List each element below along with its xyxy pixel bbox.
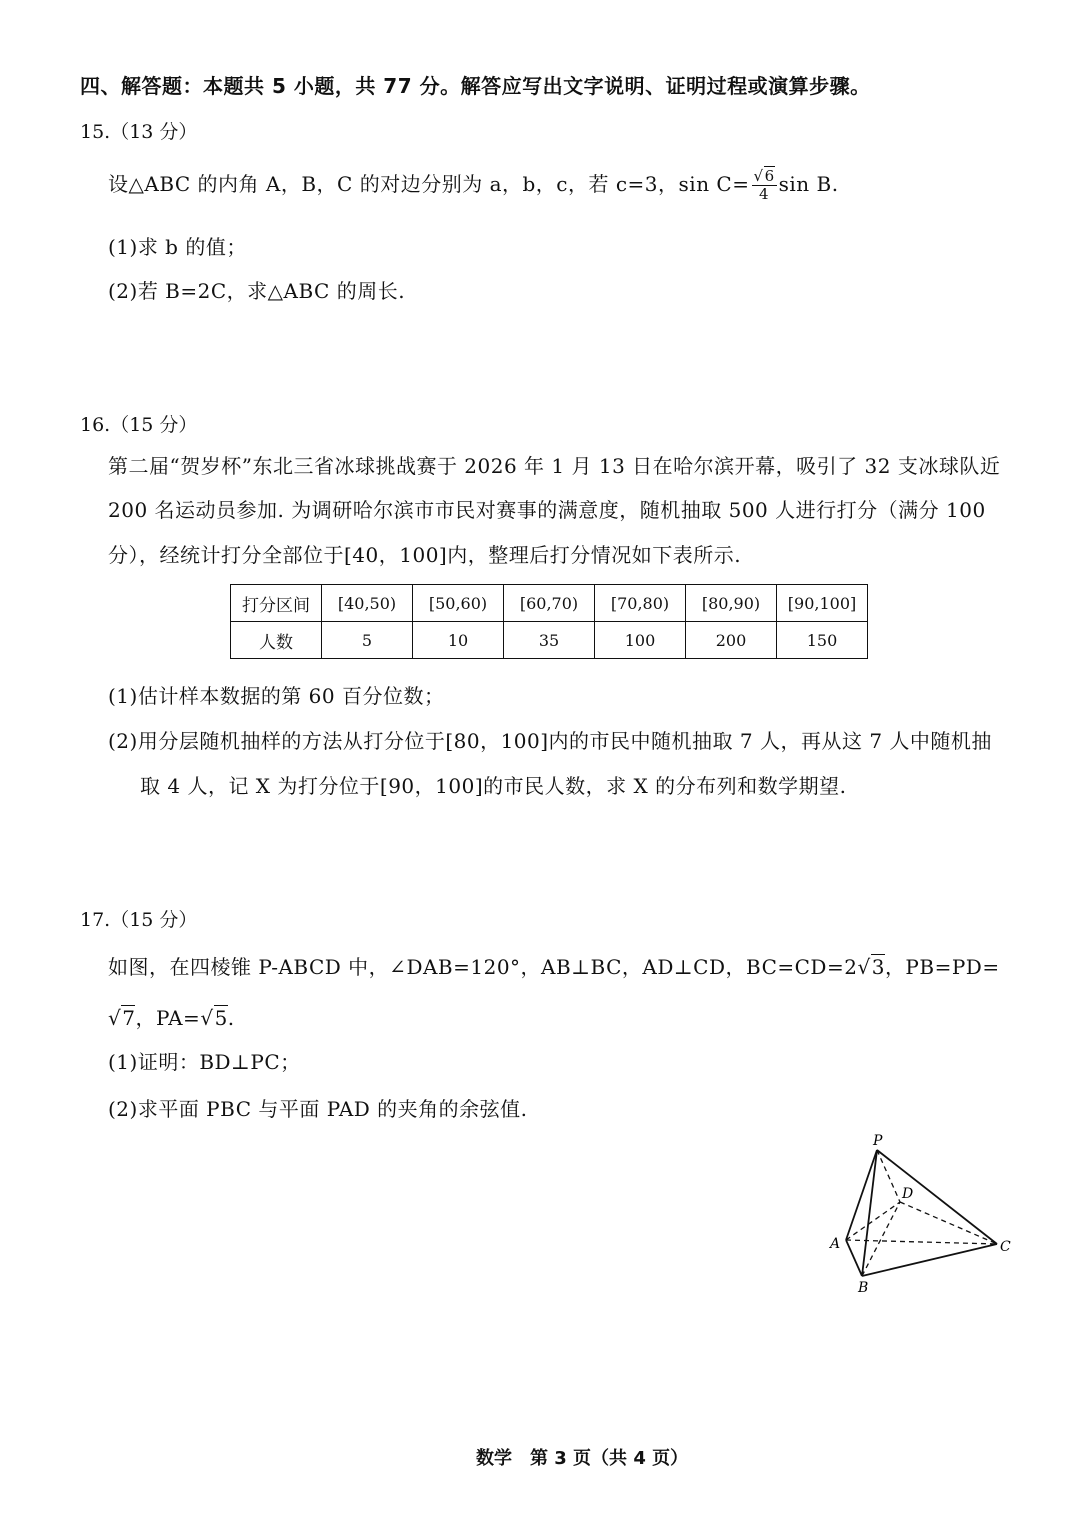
q16-number: 16.（15 分） (80, 414, 198, 436)
page-footer: 数学 第 3 页（共 4 页） (476, 1448, 689, 1469)
table-count: 10 (413, 622, 504, 659)
label-P: P (873, 1133, 883, 1149)
edge-BD (862, 1202, 900, 1276)
q16-line2: 200 名运动员参加. 为调研哈尔滨市市民对赛事的满意度，随机抽取 500 人进行打分（满分 100 (108, 498, 986, 522)
q17-line1 (108, 951, 1000, 980)
table-row2-label: 人数 (231, 622, 322, 659)
section-header: 四、解答题：本题共 5 小题，共 77 分。解答应写出文字说明、证明过程或演算步骤。 (80, 74, 871, 98)
q16-part2-line1: (2)用分层随机抽样的方法从打分位于[80，100]内的市民中随机抽取 7 人，再从这 7 人中随机抽 (108, 729, 992, 753)
q15-fraction: $\frac{√6}{4}$ (753, 167, 775, 203)
label-D: D (902, 1186, 914, 1202)
sqrt-5: √5 (200, 1006, 228, 1030)
table-count: 100 (595, 622, 686, 659)
q15-stem-b: sin B. (778, 172, 839, 196)
label-B: B (858, 1280, 869, 1296)
score-table-count-row (231, 622, 868, 659)
q17-part1: (1)证明：BD⊥PC； (108, 1050, 301, 1074)
edge-BC (862, 1244, 997, 1276)
sqrt-7: √7 (108, 1006, 136, 1030)
q17-part2: (2)求平面 PBC 与平面 PAD 的夹角的余弦值. (108, 1097, 528, 1121)
q16-line1: 第二届“贺岁杯”东北三省冰球挑战赛于 2026 年 1 月 13 日在哈尔滨开幕，吸引了 32 支冰球队近 (108, 454, 1001, 478)
edge-DC (900, 1202, 997, 1244)
table-interval: [60,70) (504, 585, 595, 622)
q15-stem (108, 168, 839, 202)
edge-AC (846, 1240, 997, 1244)
q17-number: 17.（15 分） (80, 909, 198, 931)
table-interval: [40,50) (322, 585, 413, 622)
score-table-interval-row (231, 585, 868, 622)
q17-line1-a: 如图，在四棱锥 P-ABCD 中，∠DAB=120°，AB⊥BC，AD⊥CD，BC=CD=2 (108, 955, 858, 979)
edge-AD (846, 1202, 900, 1240)
q16-line3: 分），经统计打分全部位于[40，100]内，整理后打分情况如下表所示. (108, 543, 742, 567)
table-interval: [90,100] (777, 585, 868, 622)
q17-line2 (108, 1002, 235, 1031)
edge-PC (877, 1150, 997, 1244)
sqrt-3: √3 (857, 955, 885, 979)
pyramid-figure (820, 1128, 1020, 1298)
score-table (230, 584, 868, 659)
q15-part1: (1)求 b 的值； (108, 235, 247, 259)
table-interval: [70,80) (595, 585, 686, 622)
edge-PD (877, 1150, 900, 1202)
q16-part2-line2: 取 4 人，记 X 为打分位于[90，100]的市民人数，求 X 的分布列和数学期望. (140, 774, 847, 798)
table-count: 150 (777, 622, 868, 659)
edge-AB (846, 1240, 862, 1276)
table-interval: [80,90) (686, 585, 777, 622)
q15-frac-num: 6 (764, 167, 775, 185)
table-count: 200 (686, 622, 777, 659)
q17-line1-b: ，PB=PD= (884, 955, 1000, 979)
q15-stem-a: 设△ABC 的内角 A，B，C 的对边分别为 a，b，c，若 c=3，sin C= (108, 172, 750, 196)
table-interval: [50,60) (413, 585, 504, 622)
q16-part1: (1)估计样本数据的第 60 百分位数； (108, 684, 445, 708)
table-count: 5 (322, 622, 413, 659)
table-row1-label: 打分区间 (231, 585, 322, 622)
q15-number: 15.（13 分） (80, 121, 198, 143)
edge-PB (862, 1150, 877, 1276)
table-count: 35 (504, 622, 595, 659)
q17-line2-a: ，PA= (135, 1006, 201, 1030)
q15-part2: (2)若 B=2C，求△ABC 的周长. (108, 279, 406, 303)
label-C: C (1000, 1239, 1011, 1255)
label-A: A (830, 1236, 841, 1252)
q15-frac-den: 4 (759, 185, 770, 203)
q17-line2-b: . (227, 1006, 235, 1030)
